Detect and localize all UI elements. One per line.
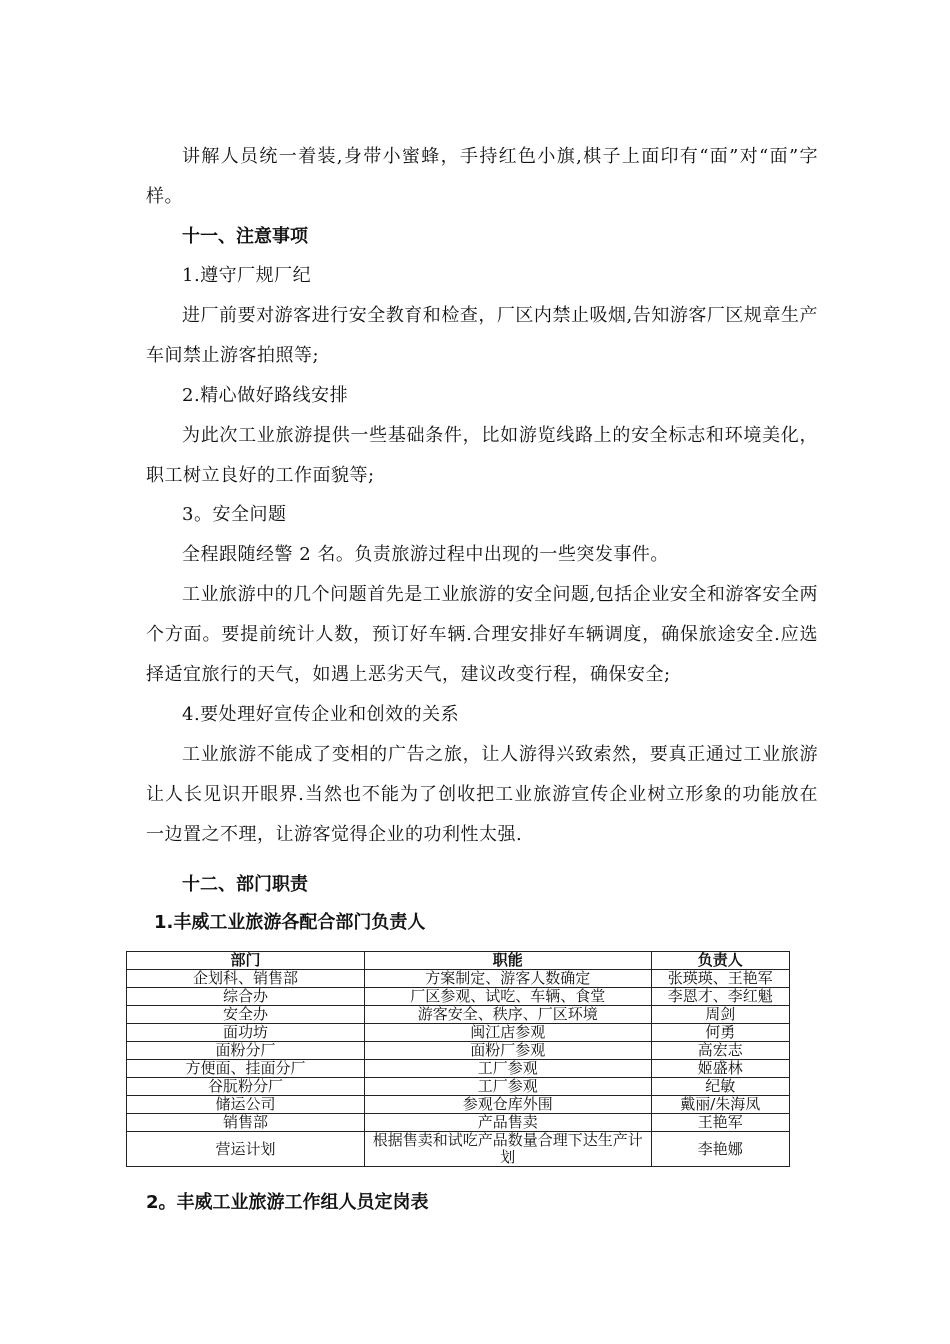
subheading-route: 2.精心做好路线安排 bbox=[182, 385, 349, 406]
cell-function: 游客安全、秩序、厂区环境 bbox=[364, 1006, 651, 1024]
table-row bbox=[127, 970, 790, 988]
cell-owner: 王艳军 bbox=[651, 1114, 789, 1132]
cell-function: 面粉厂参观 bbox=[364, 1042, 651, 1060]
header-function: 职能 bbox=[364, 952, 651, 970]
department-table bbox=[126, 951, 790, 1167]
paragraph-route: 为此次工业旅游提供一些基础条件，比如游览线路上的安全标志和环境美化，职工树立良好的工作面貌等; bbox=[146, 425, 818, 486]
cell-department: 销售部 bbox=[127, 1114, 365, 1132]
cell-function: 工厂参观 bbox=[364, 1060, 651, 1078]
cell-function: 方案制定、游客人数确定 bbox=[364, 970, 651, 988]
table-row bbox=[127, 988, 790, 1006]
cell-owner: 李艳娜 bbox=[651, 1132, 789, 1167]
cell-function: 产品售卖 bbox=[364, 1114, 651, 1132]
cell-owner: 纪敏 bbox=[651, 1078, 789, 1096]
paragraph-safety-education: 进厂前要对游客进行安全教育和检查，厂区内禁止吸烟,告知游客厂区规章生产车间禁止游客拍照等; bbox=[146, 305, 818, 366]
cell-function: 闽江店参观 bbox=[364, 1024, 651, 1042]
heading-section-11: 十一、注意事项 bbox=[182, 226, 308, 247]
cell-owner: 高宏志 bbox=[651, 1042, 789, 1060]
cell-owner: 李恩才、李红魁 bbox=[651, 988, 789, 1006]
cell-owner: 张瑛瑛、王艳军 bbox=[651, 970, 789, 988]
cell-function: 厂区参观、试吃、车辆、食堂 bbox=[364, 988, 651, 1006]
heading-section-12: 十二、部门职责 bbox=[182, 874, 308, 895]
cell-department: 面粉分厂 bbox=[127, 1042, 365, 1060]
subheading-safety: 3。安全问题 bbox=[182, 504, 287, 525]
cell-department: 安全办 bbox=[127, 1006, 365, 1024]
cell-owner: 周剑 bbox=[651, 1006, 789, 1024]
table-title-staff: 2。丰威工业旅游工作组人员定岗表 bbox=[146, 1192, 429, 1213]
cell-department: 面功坊 bbox=[127, 1024, 365, 1042]
cell-department: 方便面、挂面分厂 bbox=[127, 1060, 365, 1078]
cell-department: 谷朊粉分厂 bbox=[127, 1078, 365, 1096]
cell-function: 根据售卖和试吃产品数量合理下达生产计划 bbox=[364, 1132, 651, 1167]
table-row bbox=[127, 1042, 790, 1060]
header-department: 部门 bbox=[127, 952, 365, 970]
table-row bbox=[127, 1096, 790, 1114]
table-row bbox=[127, 1060, 790, 1078]
paragraph-uniform: 讲解人员统一着装,身带小蜜蜂，手持红色小旗,棋子上面印有“面”对“面”字样。 bbox=[146, 146, 818, 207]
table-row bbox=[127, 1024, 790, 1042]
table-header-row bbox=[127, 952, 790, 970]
cell-owner: 何勇 bbox=[651, 1024, 789, 1042]
cell-department: 储运公司 bbox=[127, 1096, 365, 1114]
table-row bbox=[127, 1006, 790, 1024]
subheading-promotion: 4.要处理好宣传企业和创效的关系 bbox=[182, 704, 460, 725]
paragraph-safety-issues: 工业旅游中的几个问题首先是工业旅游的安全问题,包括企业安全和游客安全两个方面。要提前统计人数，预订好车辆.合理安排好车辆调度，确保旅途安全.应选择适宜旅行的天气，如遇上恶劣天气，建议改变行程，确保安全; bbox=[146, 584, 818, 685]
paragraph-promotion: 工业旅游不能成了变相的广告之旅，让人游得兴致索然，要真正通过工业旅游让人长见识开眼界.当然也不能为了创收把工业旅游宣传企业树立形象的功能放在一边置之不理，让游客觉得企业的功利性太强. bbox=[146, 744, 818, 845]
table-row bbox=[127, 1078, 790, 1096]
cell-department: 综合办 bbox=[127, 988, 365, 1006]
cell-department: 企划科、销售部 bbox=[127, 970, 365, 988]
cell-function: 参观仓库外围 bbox=[364, 1096, 651, 1114]
table-row bbox=[127, 1132, 790, 1167]
cell-owner: 戴丽/朱海凤 bbox=[651, 1096, 789, 1114]
header-owner: 负责人 bbox=[651, 952, 789, 970]
cell-department: 营运计划 bbox=[127, 1132, 365, 1167]
cell-function: 工厂参观 bbox=[364, 1078, 651, 1096]
table-title-departments: 1.丰威工业旅游各配合部门负责人 bbox=[154, 912, 426, 933]
paragraph-guards: 全程跟随经警 2 名。负责旅游过程中出现的一些突发事件。 bbox=[182, 544, 669, 565]
cell-owner: 姬盛林 bbox=[651, 1060, 789, 1078]
table-row bbox=[127, 1114, 790, 1132]
subheading-rules: 1.遵守厂规厂纪 bbox=[182, 265, 312, 286]
